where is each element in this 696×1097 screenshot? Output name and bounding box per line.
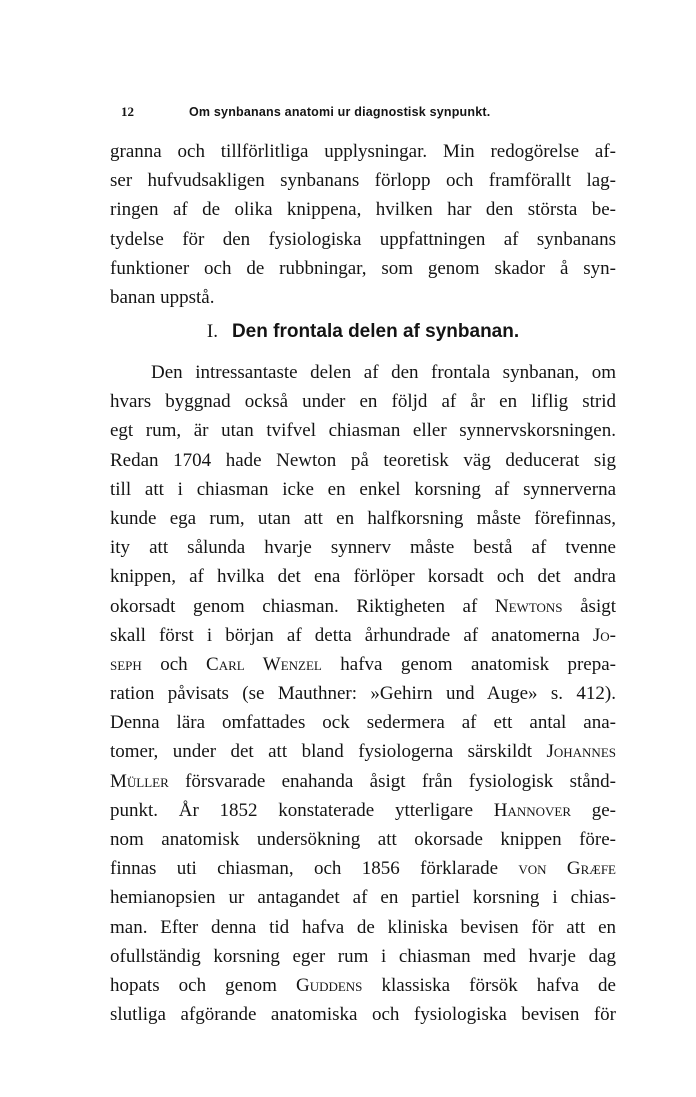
running-title: Om synbanans anatomi ur diagnostisk synpunkt.: [189, 105, 491, 119]
text-line: hemianopsien ur antagandet af en partiel korsning i chias-: [110, 887, 616, 909]
text-line: slutliga afgörande anatomiska och fysiologiska bevisen för: [110, 1004, 616, 1026]
text-segment: hopats och genom: [110, 974, 296, 996]
text-segment: ge-: [571, 799, 616, 821]
text-line: [110, 971, 616, 1000]
name-newtons: Newtons: [494, 595, 563, 617]
name-hannover: Hannover: [493, 799, 572, 821]
text-segment: hafva genom anatomisk prepa-: [321, 653, 616, 675]
text-line: hvars byggnad också under en följd af år en liflig strid: [110, 391, 616, 413]
text-line: funktioner och de rubbningar, som genom skador å syn-: [110, 257, 616, 279]
main-paragraph: [110, 358, 616, 1029]
text-line: egt rum, är utan tvifvel chiasman eller synnervskorsningen.: [110, 420, 616, 442]
section-number: I.: [206, 321, 218, 342]
text-segment: åsigt: [562, 595, 616, 617]
text-line: Redan 1704 hade Newton på teoretisk väg deducerat sig: [110, 449, 616, 471]
text-line: Denna lära omfattades ock sedermera af ett antal ana-: [110, 712, 616, 734]
text-line: knippen, af hvilka det ena förlöper korsadt och det andra: [110, 566, 616, 588]
text-line: ofullständig korsning eger rum i chiasman med hvarje dag: [110, 945, 616, 967]
name-muller: Müller: [110, 770, 169, 792]
text-line: [110, 767, 616, 796]
text-line: nom anatomisk undersökning att okorsade knippen före-: [110, 829, 616, 850]
text-line: [110, 796, 616, 825]
name-carl-wenzel: Carl Wenzel: [206, 653, 322, 675]
intro-paragraph: [110, 137, 616, 312]
text-segment: skall först i början af detta århundrade af anatomerna: [110, 624, 593, 646]
text-segment: och: [141, 653, 207, 675]
text-line: tydelse för den fysiologiska uppfattningen af synbanans: [110, 228, 616, 250]
page-number: 12: [121, 104, 134, 119]
text-segment: försvarade enahanda åsigt från fysiologisk stånd-: [168, 770, 616, 792]
text-segment: okorsadt genom chiasman. Riktigheten af: [110, 595, 495, 617]
text-line: till att i chiasman icke en enkel korsning af synnerverna: [110, 478, 616, 500]
text-line: granna och tillförlitliga upplysningar. Min redogörelse af-: [110, 141, 616, 162]
text-line: Den intressantaste delen af den frontala synbanan, om: [151, 362, 616, 383]
section-title: Den frontala delen af synbanan.: [231, 321, 520, 342]
text-line: ration påvisats (se Mauthner: »Gehirn und Auge» s. 412).: [110, 683, 616, 705]
name-guddens: Guddens: [295, 974, 363, 996]
text-line: [110, 854, 616, 883]
text-segment: finnas uti chiasman, och 1856 förklarade: [110, 858, 519, 880]
section-heading: [110, 315, 616, 349]
text-line: ringen af de olika knippena, hvilken har den största be-: [110, 199, 616, 221]
text-line: man. Efter denna tid hafva de kliniska bevisen för att en: [110, 916, 616, 938]
text-line: ser hufvudsakligen synbanans förlopp och framförallt lag-: [110, 170, 616, 192]
name-johannes: Johannes: [546, 741, 616, 763]
text-line: kunde ega rum, utan att en halfkorsning måste förefinnas,: [110, 507, 616, 529]
text-line: [110, 650, 616, 679]
text-segment: punkt. År 1852 konstaterade ytterligare: [110, 799, 494, 821]
page-header: [121, 104, 541, 120]
text-line: banan uppstå.: [110, 286, 215, 308]
text-segment: tomer, under det att bland fysiologerna särskildt: [110, 741, 547, 763]
text-line: [110, 592, 616, 621]
text-segment: klassiska försök hafva de: [362, 974, 616, 996]
name-joseph-end: seph: [110, 653, 142, 675]
text-line: ity att sålunda hvarje synnerv måste bestå af tvenne: [110, 537, 616, 559]
name-joseph-start: Jo-: [592, 624, 616, 646]
name-von-graefe: von Græfe: [518, 858, 616, 880]
text-line: [110, 737, 616, 766]
text-line: [110, 621, 616, 650]
